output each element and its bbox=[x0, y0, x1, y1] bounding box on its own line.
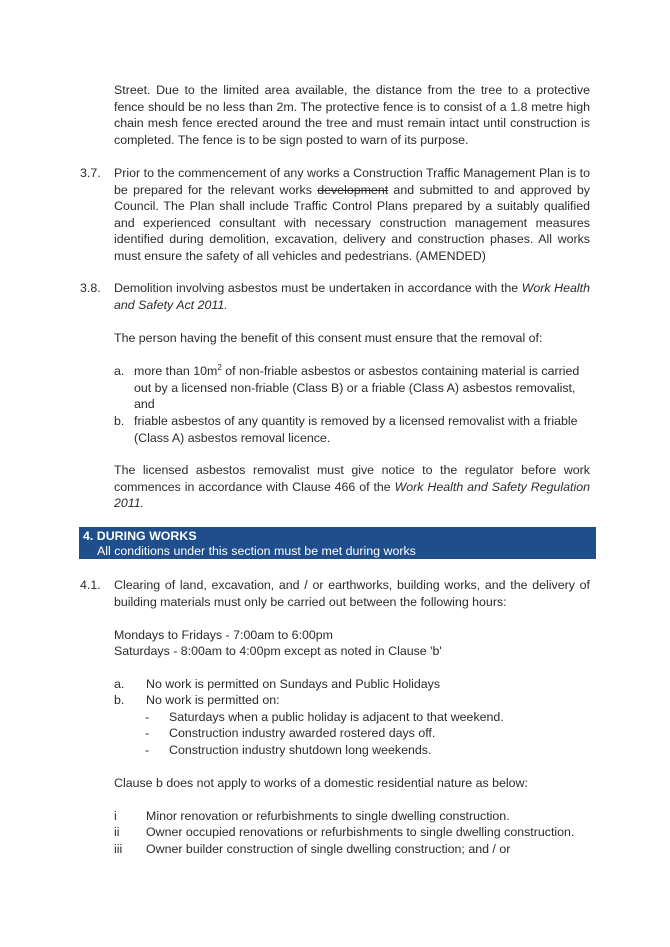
document-page: Street. Due to the limited area available, the distance from the tree to a protective fence should be no less than 2m. The protective fence is to consist of a 1.8 metre high chain mesh fence erected around the tree and must remain intact until construction is completed. The fence is to be sign posted to warn of its purpose. 3.7. Prior to the commencement of any works a Construction Traffic Management Plan is to be prepared for the relevant works development and submitted to and approved by Council. The Plan shall include Traffic Control Plans prepared by a suitably qualified and experienced consultant with necessary construction management measures identified during demolition, excavation, delivery and construction phases. All works must ensure the safety of all vehicles and pedestrians. (AMENDED) 3.8. Demolition involving asbestos must be undertaken in accordance with the Work Health and Safety Act 2011. The person having the benefit of this consent must ensure that the removal of: a. more than $10m^2$ of non-friable asbestos or asbestos containing material is carried out by a licensed non-friable (Class B) or a friable (Class A) asbestos removalist, and b. friable asbestos of any quantity is removed by a licensed removalist with a friable (Class A) asbestos removal licence. The licensed asbestos removalist must give notice to the regulator before work commences in accordance with Clause 466 of the Work Health and Safety Regulation 2011. 4. DURING WORKS All conditions under this section must be met during works 4.1. Clearing of land, excavation, and / or earthworks, building works, and the delivery of building materials must only be carried out between the following hours: Mondays to Fridays - 7:00am to 6:00pm Saturdays - 8:00am to 4:00pm except as noted in Clause 'b' a. No work is permitted on Sundays and Public Holidays b. No work is permitted on: - Saturdays when a public holiday is adjacent to that weekend. - Construction industry awarded rostered days off. - Construction industry shutdown long weekends. Clause b does not apply to works of a domestic residential nature as below: i Minor renovation or refurbishments to single dwelling construction. ii Owner occupied renovations or refurbishments to single dwelling construction. iii Owner builder construction of single dwelling construction; and / or bbox=[0, 0, 670, 947]
clause-b-note: Clause b does not apply to works of a domestic residential nature as below: bbox=[114, 776, 528, 790]
clause-3-8-item-b bbox=[114, 413, 584, 446]
hours-saturdays: Saturdays - 8:00am to 4:00pm except as noted in Clause 'b' bbox=[114, 644, 442, 658]
clause-3-8-paragraph-2: The person having the benefit of this consent must ensure that the removal of: bbox=[114, 331, 543, 345]
clause-3-8-paragraph-3: The licensed asbestos removalist must give notice to the regulator before work commences in accordance with Clause 466 of the Work Health and Safety Regulation 2011. bbox=[114, 463, 590, 511]
clause-4-1-item-b-text: No work is permitted on: bbox=[146, 693, 280, 707]
section-4-banner bbox=[79, 527, 596, 559]
clause-3-8-item-a bbox=[114, 363, 584, 413]
section-4-subtitle: All conditions under this section must be met during works bbox=[97, 544, 416, 558]
clause-3-7-pre: Prior to the commencement of any works a Construction Traffic Management Plan is to be prepared for the relevant works bbox=[114, 166, 590, 197]
section-4-title: 4. DURING WORKS bbox=[83, 529, 197, 543]
clause-3-7-post: and submitted to and approved by Council. The Plan shall include Traffic Control Plans prepared by a suitably qualified and experienced consultant with necessary construction management measures identified during demolition, excavation, delivery and construction phases. All works must ensure the safety of all vehicles and pedestrians. (AMENDED) bbox=[114, 182, 590, 263]
clause-3-8-act: Work Health and Safety Act 2011. bbox=[114, 281, 590, 312]
clause-3-7-number: 3.7. bbox=[80, 166, 101, 180]
clause-4-1-number: 4.1. bbox=[80, 578, 101, 592]
clause-3-7-text bbox=[114, 165, 590, 265]
clause-3-8-number: 3.8. bbox=[80, 281, 101, 295]
clause-3-8-pre: Demolition involving asbestos must be undertaken in accordance with the bbox=[114, 281, 522, 295]
clause-3-8-item-b-marker: b. bbox=[114, 414, 125, 428]
clause-4-1-item-a-text: No work is permitted on Sundays and Public Holidays bbox=[146, 677, 441, 691]
clause-4-1-text: Clearing of land, excavation, and / or earthworks, building works, and the delivery of building materials must only be carried out between the following hours: bbox=[114, 578, 590, 609]
clause-3-7-struck-word: development bbox=[317, 182, 389, 197]
clause-3-8-text bbox=[114, 280, 590, 313]
clause-3-8-item-a-marker: a. bbox=[114, 364, 125, 378]
intro-paragraph: Street. Due to the limited area available, the distance from the tree to a protective fence should be no less than 2m. The protective fence is to consist of a 1.8 metre high chain mesh fence erected around the tree and must remain intact until construction is completed. The fence is to be sign posted to warn of its purpose. bbox=[114, 83, 590, 147]
clause-4-1-item-a-marker: a. bbox=[114, 677, 125, 691]
clause-3-8-regulation: Work Health and Safety Regulation 2011. bbox=[114, 479, 590, 511]
clause-4-1-item-b-marker: b. bbox=[114, 693, 125, 707]
clause-3-8-item-a-text: more than $10m^2$ of non-friable asbestos or asbestos containing material is carried out by a licensed non-friable (Class B) or a friable (Class A) asbestos removalist, and bbox=[134, 362, 580, 412]
hours-weekdays: Mondays to Fridays - 7:00am to 6:00pm bbox=[114, 628, 334, 642]
clause-3-8-item-b-text: friable asbestos of any quantity is removed by a licensed removalist with a friable (Class A) asbestos removal licence. bbox=[134, 414, 578, 445]
